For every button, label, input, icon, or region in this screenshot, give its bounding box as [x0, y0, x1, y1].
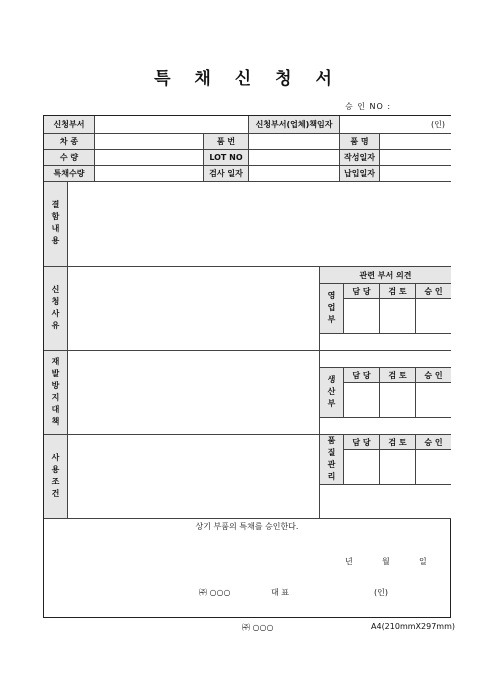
reason-label: 신청사유	[44, 267, 68, 351]
production-approve-header: 승 인	[416, 368, 451, 383]
request-form	[43, 115, 451, 618]
quality-review-header: 검 토	[380, 435, 416, 450]
production-in-charge-sign[interactable]	[344, 383, 380, 418]
inspection-date-label: 검사 일자	[204, 166, 249, 182]
approval-statement: 상기 부품의 특채를 승인한다.	[195, 522, 299, 531]
date-month-label: 월	[382, 557, 390, 566]
prevention-label: 재발방지대책	[44, 351, 68, 435]
car-type-field[interactable]	[95, 134, 204, 150]
part-no-field[interactable]	[249, 134, 340, 150]
prevention-content-area[interactable]	[68, 351, 320, 435]
lot-no-field[interactable]	[249, 150, 340, 166]
date-year-label: 년	[345, 557, 353, 566]
approval-number-label: 승 인 NO :	[345, 102, 392, 111]
production-review-header: 검 토	[380, 368, 416, 383]
paper-size-note: A4(210mmX297mm)	[371, 622, 455, 631]
defect-label: 결함내용	[44, 182, 68, 267]
quality-approve-sign[interactable]	[416, 450, 451, 485]
special-qty-field[interactable]	[95, 166, 204, 182]
form-title: 특 채 신 청 서	[154, 69, 341, 89]
delivery-date-field[interactable]	[380, 166, 451, 182]
part-name-label: 품 명	[340, 134, 380, 150]
quality-approve-header: 승 인	[416, 435, 451, 450]
delivery-date-label: 납입일자	[340, 166, 380, 182]
sales-review-header: 검 토	[380, 284, 416, 299]
part-name-field[interactable]	[380, 134, 451, 150]
part-no-label: 품 번	[204, 134, 249, 150]
conditions-label: 사용조건	[44, 435, 68, 519]
sales-in-charge-sign[interactable]	[344, 299, 380, 334]
sales-approve-sign[interactable]	[416, 299, 451, 334]
car-type-label: 차 종	[44, 134, 95, 150]
production-dept-label: 생산부	[320, 368, 344, 418]
production-opinion-field[interactable]	[320, 418, 451, 435]
applicant-dept-field[interactable]	[95, 116, 249, 134]
date-day-label: 일	[419, 557, 427, 566]
related-opinion-header: 관련 부서 의견	[320, 267, 451, 284]
signature-seal[interactable]: (인)	[374, 588, 388, 597]
sales-dept-label: 영업부	[320, 284, 344, 334]
sales-in-charge-header: 담 당	[344, 284, 380, 299]
defect-content-area[interactable]	[68, 182, 451, 267]
created-date-label: 작성일자	[340, 150, 380, 166]
sales-opinion-field[interactable]	[320, 334, 451, 351]
special-qty-label: 특채수량	[44, 166, 95, 182]
created-date-field[interactable]	[380, 150, 451, 166]
quantity-field[interactable]	[95, 150, 204, 166]
production-spacer	[320, 351, 451, 368]
signature-company: ㈜ ○○○	[199, 588, 231, 597]
inspection-date-field[interactable]	[249, 166, 340, 182]
applicant-dept-label: 신청부서	[44, 116, 95, 134]
footer-company: ㈜ ○○○	[242, 623, 274, 632]
sales-review-sign[interactable]	[380, 299, 416, 334]
production-approve-sign[interactable]	[416, 383, 451, 418]
sales-approve-header: 승 인	[416, 284, 451, 299]
production-review-sign[interactable]	[380, 383, 416, 418]
manager-label: 신청부서(업체)책임자	[249, 116, 340, 134]
conditions-content-area[interactable]	[68, 435, 320, 519]
quantity-label: 수 량	[44, 150, 95, 166]
quality-opinion-field[interactable]	[320, 485, 451, 519]
quality-review-sign[interactable]	[380, 450, 416, 485]
reason-content-area[interactable]	[68, 267, 320, 351]
lot-no-label: LOT NO	[204, 150, 249, 166]
signature-representative: 대 표	[271, 588, 289, 597]
production-in-charge-header: 담 당	[344, 368, 380, 383]
manager-seal[interactable]: (인)	[340, 116, 451, 134]
quality-in-charge-sign[interactable]	[344, 450, 380, 485]
quality-in-charge-header: 담 당	[344, 435, 380, 450]
quality-dept-label: 품질관리	[320, 435, 344, 485]
